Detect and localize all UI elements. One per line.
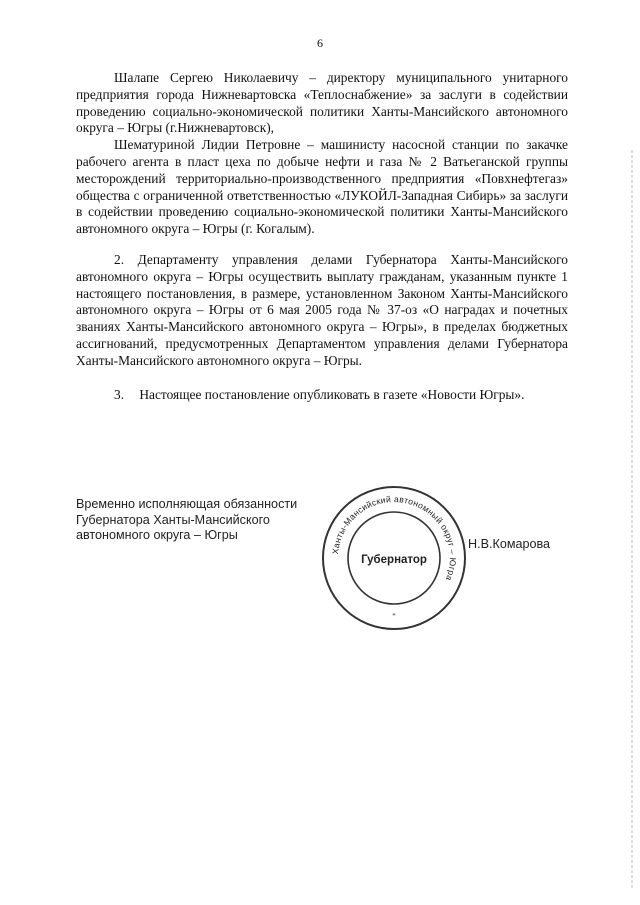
official-seal bbox=[320, 484, 468, 632]
signer-name: Н.В.Комарова bbox=[468, 537, 551, 551]
signature-title bbox=[76, 497, 306, 544]
seal-star-icon: * bbox=[392, 612, 396, 620]
paragraph-award-shalape: Шалапе Сергею Николаевичу – директору муниципального унитарного предприятия города Нижневартовска «Теплоснабжение» за заслуги в содействии проведению социально-экономической политики Ханты-Мансийского автономного округа – Югры (г.Нижневартовск), bbox=[76, 70, 568, 136]
signature-title-line-3: автономного округа – Югры bbox=[76, 528, 238, 542]
page-number: 6 bbox=[317, 36, 323, 50]
item-3-text: Настоящее постановление опубликовать в газете «Новости Югры». bbox=[139, 386, 525, 402]
paragraph-item-2: 2. Департаменту управления делами Губернатора Ханты-Мансийского автономного округа – Югры осуществить выплату гражданам, указанным пункте 1 настоящего постановления, в размере, установленном Законом Ханты-Мансийского автономного округа – Югры от 6 мая 2005 года № 37-оз «О наградах и почетных званиях Ханты-Мансийского автономного округа – Югры», в пределах бюджетных ассигнований, предусмотренных Департаментом управления делами Губернатора Ханты-Мансийского автономного округа – Югры. bbox=[76, 251, 568, 368]
paragraph-item-3 bbox=[76, 387, 568, 404]
document-body bbox=[76, 70, 568, 403]
seal-center-text: Губернатор bbox=[361, 554, 427, 566]
signature-title-line-2: Губернатора Ханты-Мансийского bbox=[76, 512, 270, 527]
seal-ring-text: Ханты-Мансийский автономный округ – Югра bbox=[330, 493, 459, 583]
scan-edge-decoration bbox=[630, 150, 634, 890]
signature-title-line-1: Временно исполняющая обязанности bbox=[76, 497, 298, 511]
item-3-number: 3. bbox=[114, 386, 125, 402]
paragraph-award-shematurina: Шематуриной Лидии Петровне – машинисту насосной станции по закачке рабочего агента в пласт цеха по добыче нефти и газа № 2 Ватьеганской группы месторождений территориально-производственного предприятия «Повхнефтегаз» общества с ограниченной ответственностью «ЛУКОЙЛ-Западная Сибирь» за заслуги в содействии проведению социально-экономической политики Ханты-Мансийского автономного округа – Югры (г. Когалым). bbox=[76, 137, 568, 237]
